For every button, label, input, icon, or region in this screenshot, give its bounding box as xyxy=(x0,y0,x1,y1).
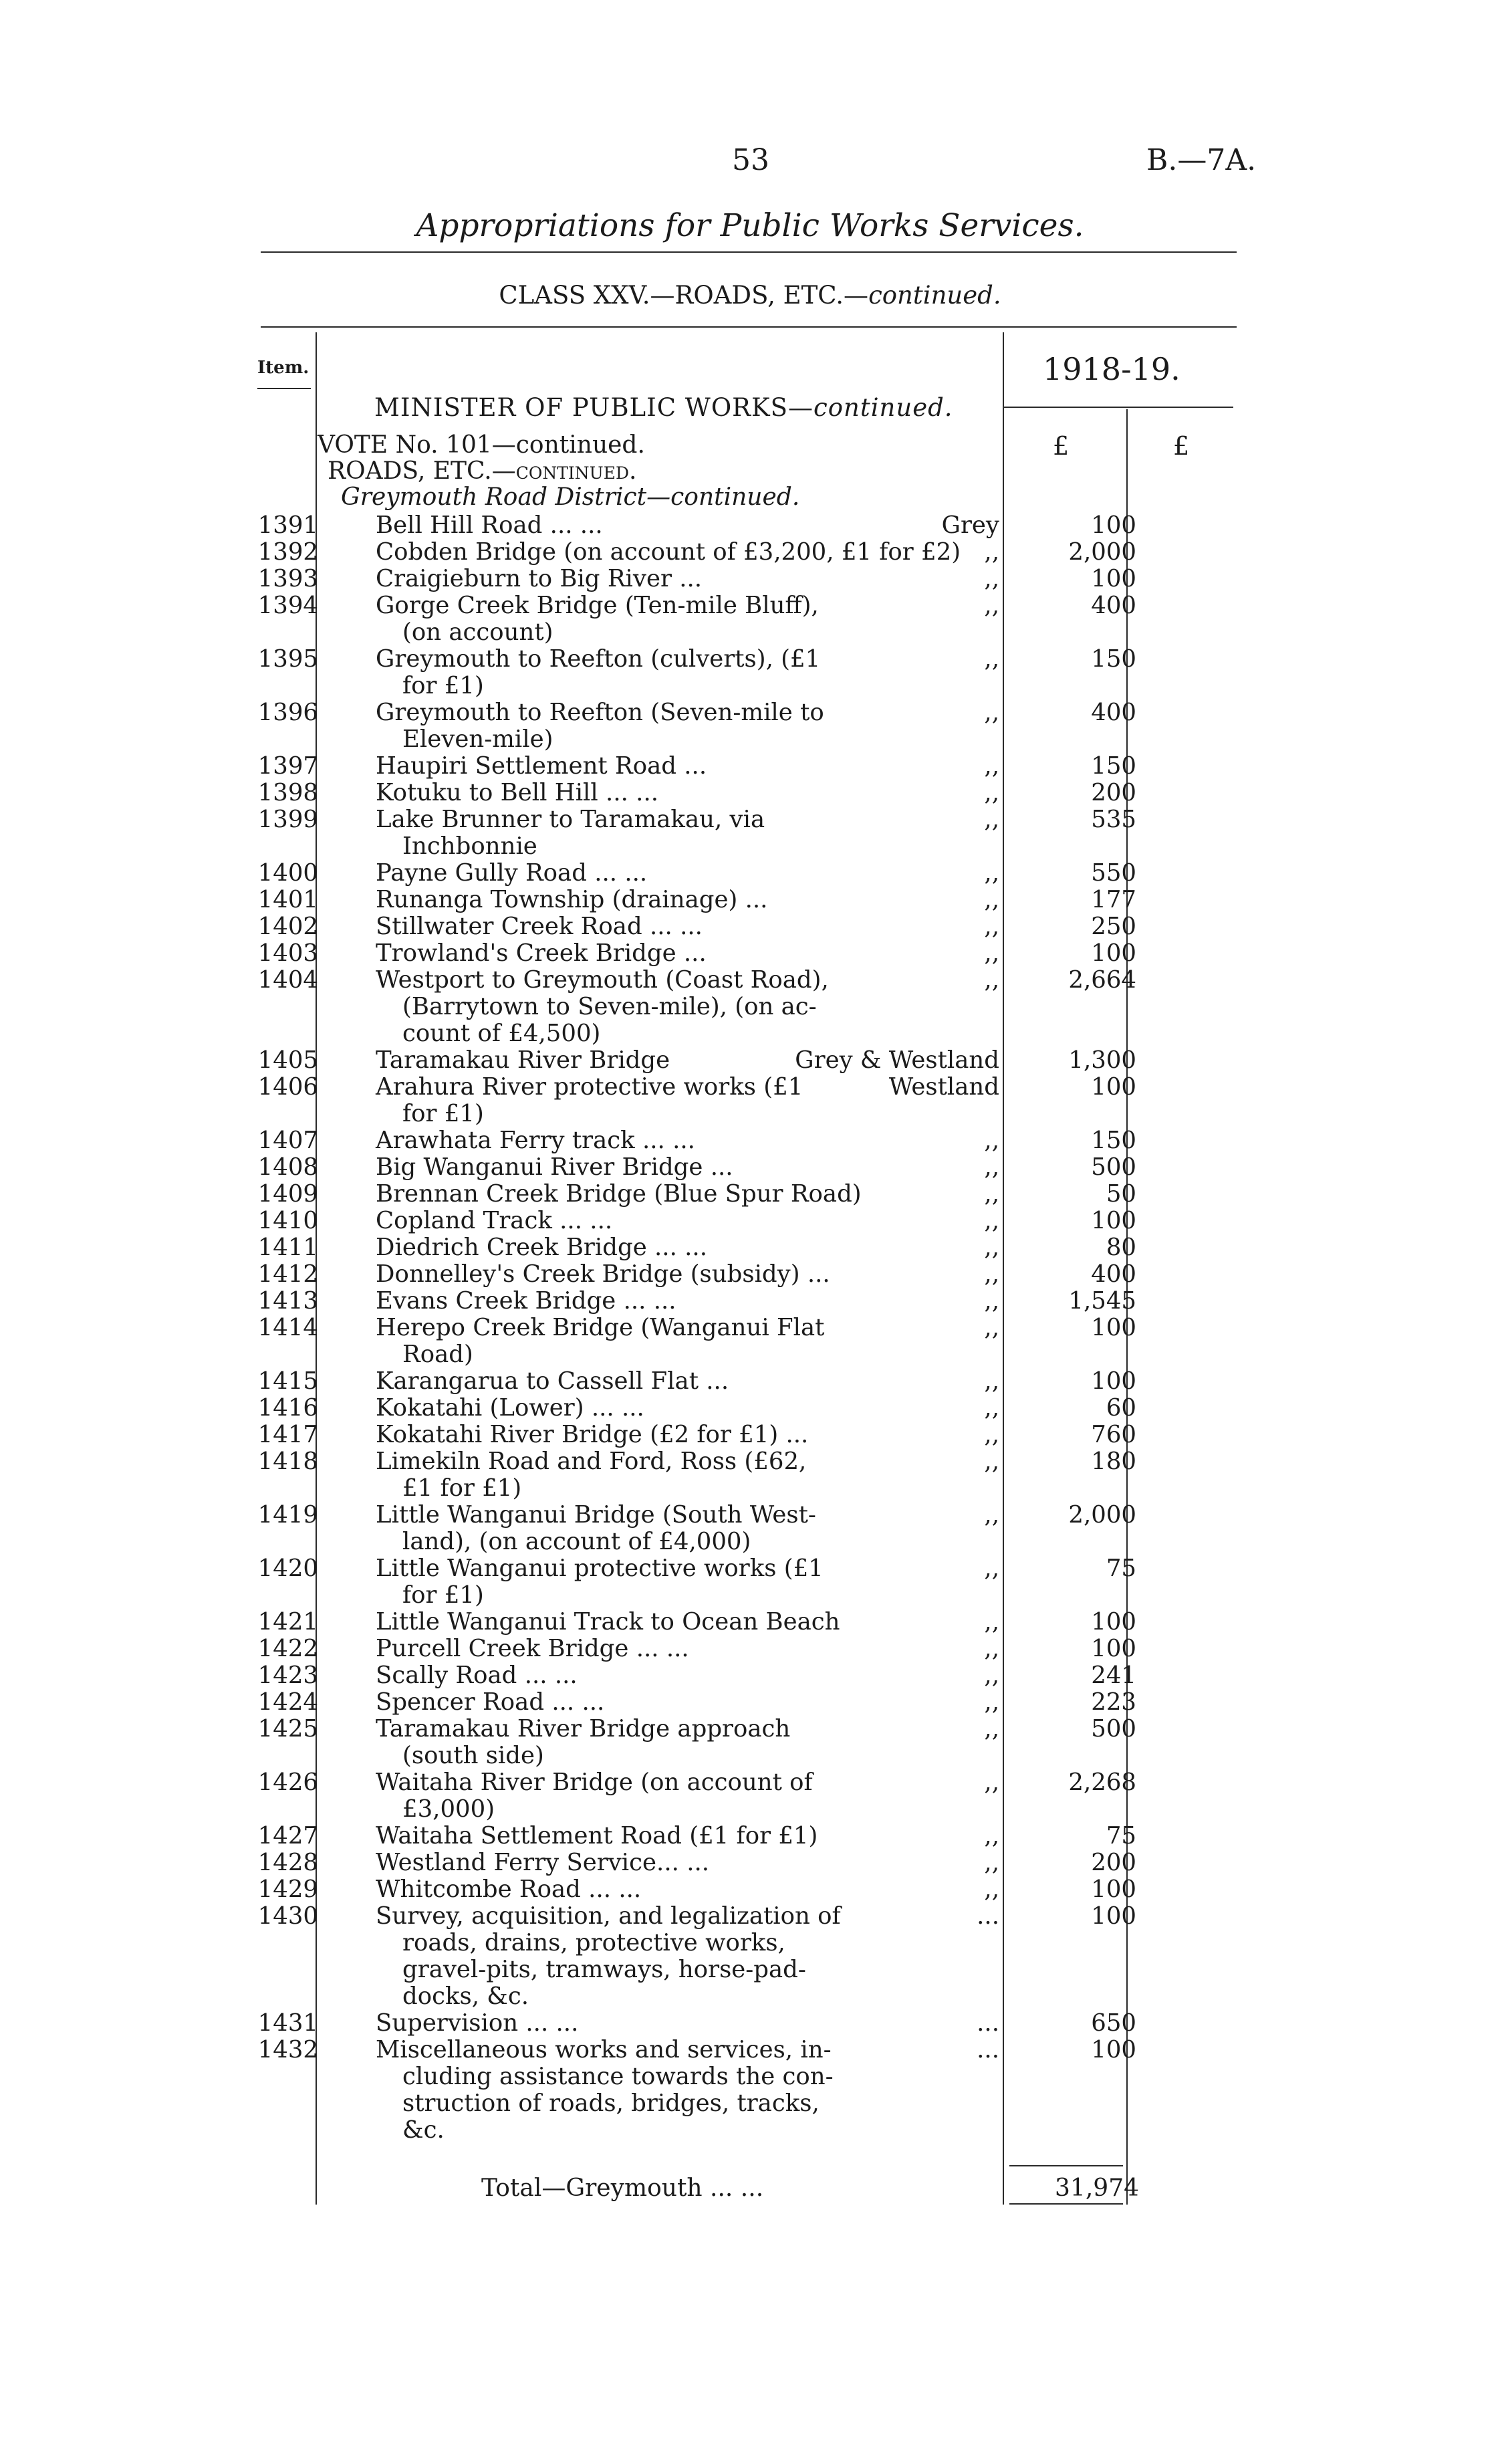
item-description xyxy=(376,887,1057,913)
item-number: 1394 xyxy=(257,592,318,619)
item-description xyxy=(376,1502,1057,1555)
total-label: Total—Greymouth ... ... xyxy=(481,2174,764,2202)
item-number: 1397 xyxy=(257,752,318,780)
item-district: ,, xyxy=(984,1127,999,1154)
item-description-line: Little Wanganui Track to Ocean Beach xyxy=(376,1608,840,1636)
item-description-line: Kotuku to Bell Hill ... ... xyxy=(376,779,659,806)
item-description-continuation: roads, drains, protective works, xyxy=(402,1929,785,1956)
item-description-line: Cobden Bridge (on account of £3,200, £1 for £2) xyxy=(376,538,961,566)
item-amount: 500 xyxy=(1091,1153,1136,1181)
district-heading: Greymouth Road District—continued. xyxy=(341,483,800,511)
item-amount: 100 xyxy=(1091,512,1136,539)
item-description xyxy=(376,592,1057,646)
item-description-line: Scally Road ... ... xyxy=(376,1662,578,1689)
item-description-line: Bell Hill Road ... ... xyxy=(376,512,603,539)
item-description xyxy=(376,940,1057,967)
item-number: 1407 xyxy=(257,1127,318,1154)
item-description-line: Stillwater Creek Road ... ... xyxy=(376,913,703,940)
item-description xyxy=(376,539,1057,566)
item-amount: 2,000 xyxy=(1068,538,1136,566)
item-description-continuation: cluding assistance towards the con- xyxy=(402,2063,834,2090)
item-district: ,, xyxy=(984,565,999,592)
item-amount: 535 xyxy=(1091,806,1136,833)
item-head-rule xyxy=(257,388,311,389)
item-district: ,, xyxy=(984,1715,999,1743)
item-description-continuation: struction of roads, bridges, tracks, xyxy=(402,2090,820,2117)
item-description xyxy=(376,1448,1057,1502)
year-column-header: 1918-19. xyxy=(1043,351,1180,387)
item-number: 1419 xyxy=(257,1501,318,1529)
item-amount: 400 xyxy=(1091,699,1136,726)
item-description-line: Craigieburn to Big River ... xyxy=(376,565,703,592)
item-number: 1408 xyxy=(257,1153,318,1181)
item-number: 1423 xyxy=(257,1662,318,1689)
item-district: ,, xyxy=(984,1314,999,1341)
item-amount: 250 xyxy=(1091,913,1136,940)
item-description-line: Arahura River protective works (£1 xyxy=(376,1073,803,1101)
item-number: 1420 xyxy=(257,1555,318,1582)
item-amount: 80 xyxy=(1106,1234,1136,1261)
item-district: ,, xyxy=(984,886,999,913)
item-district: ... xyxy=(977,2009,999,2037)
item-description-line: Payne Gully Road ... ... xyxy=(376,859,648,887)
item-description-line: Westland Ferry Service... ... xyxy=(376,1849,710,1876)
item-description xyxy=(376,1555,1057,1609)
item-number: 1395 xyxy=(257,645,318,673)
item-description-continuation: (on account) xyxy=(402,619,553,646)
item-amount: 200 xyxy=(1091,1849,1136,1876)
item-number: 1432 xyxy=(257,2036,318,2063)
item-district: ,, xyxy=(984,1555,999,1582)
item-description-line: Karangarua to Cassell Flat ... xyxy=(376,1367,729,1395)
item-description xyxy=(376,1288,1057,1315)
item-amount: 100 xyxy=(1091,939,1136,967)
item-district: ,, xyxy=(984,859,999,887)
item-number: 1411 xyxy=(257,1234,318,1261)
item-description-line: Waitaha Settlement Road (£1 for £1) xyxy=(376,1822,818,1850)
item-description xyxy=(376,1716,1057,1769)
item-amount: 150 xyxy=(1091,1127,1136,1154)
class-heading-suffix: continued. xyxy=(868,281,1001,310)
page-number: 53 xyxy=(732,143,769,177)
currency-symbol-2: £ xyxy=(1173,431,1190,461)
item-description-line: Survey, acquisition, and legalization of xyxy=(376,1902,841,1930)
item-number: 1425 xyxy=(257,1715,318,1743)
item-number: 1391 xyxy=(257,512,318,539)
item-district: Grey xyxy=(941,512,999,539)
item-amount: 100 xyxy=(1091,1635,1136,1662)
item-district: ,, xyxy=(984,913,999,940)
item-description xyxy=(376,1261,1057,1288)
item-amount: 1,545 xyxy=(1068,1287,1136,1315)
item-number: 1403 xyxy=(257,939,318,967)
item-number: 1417 xyxy=(257,1421,318,1448)
item-district: ,, xyxy=(984,1822,999,1850)
item-description xyxy=(376,1823,1057,1850)
item-description xyxy=(376,1689,1057,1716)
item-amount: 2,000 xyxy=(1068,1501,1136,1529)
ministry-heading-text: MINISTER OF PUBLIC WORKS— xyxy=(374,393,814,422)
item-description-continuation: docks, &c. xyxy=(402,1983,529,2010)
item-column-header: Item. xyxy=(257,358,309,378)
item-description-line: Supervision ... ... xyxy=(376,2009,579,2037)
item-number: 1426 xyxy=(257,1769,318,1796)
item-description-line: Diedrich Creek Bridge ... ... xyxy=(376,1234,707,1261)
item-district: ,, xyxy=(984,1448,999,1475)
item-district: ,, xyxy=(984,699,999,726)
item-description xyxy=(376,806,1057,860)
item-description-continuation: (Barrytown to Seven-mile), (on ac- xyxy=(402,993,817,1020)
item-number: 1412 xyxy=(257,1260,318,1288)
item-description xyxy=(376,1234,1057,1261)
item-description-continuation: &c. xyxy=(402,2116,445,2144)
item-district: ,, xyxy=(984,1849,999,1876)
item-description xyxy=(376,2010,1057,2037)
item-amount: 150 xyxy=(1091,752,1136,780)
ministry-heading xyxy=(374,393,953,422)
item-number: 1392 xyxy=(257,538,318,566)
item-number: 1413 xyxy=(257,1287,318,1315)
item-district: Grey & Westland xyxy=(795,1046,999,1074)
currency-symbol-1: £ xyxy=(1053,431,1070,461)
item-description-continuation: for £1) xyxy=(402,1581,484,1609)
item-description-continuation: for £1) xyxy=(402,1100,484,1127)
item-number: 1400 xyxy=(257,859,318,887)
total-rule xyxy=(1009,2165,1123,2166)
item-number: 1431 xyxy=(257,2009,318,2037)
item-number: 1406 xyxy=(257,1073,318,1101)
item-description xyxy=(376,753,1057,780)
total-bottom-rule xyxy=(1009,2203,1123,2205)
item-description-line: Greymouth to Reefton (culverts), (£1 xyxy=(376,645,821,673)
item-description-line: Herepo Creek Bridge (Wanganui Flat xyxy=(376,1314,825,1341)
item-description xyxy=(376,1395,1057,1422)
item-description-line: Taramakau River Bridge xyxy=(376,1046,670,1074)
item-description-line: Gorge Creek Bridge (Ten-mile Bluff), xyxy=(376,592,819,619)
item-description-line: Runanga Township (drainage) ... xyxy=(376,886,768,913)
item-description xyxy=(376,1662,1057,1689)
item-description xyxy=(376,1636,1057,1662)
item-number: 1424 xyxy=(257,1688,318,1716)
item-description xyxy=(376,1422,1057,1448)
item-description-line: Little Wanganui Bridge (South West- xyxy=(376,1501,816,1529)
item-description-line: Miscellaneous works and services, in- xyxy=(376,2036,832,2063)
item-description-continuation: (south side) xyxy=(402,1742,544,1769)
item-district: ,, xyxy=(984,1207,999,1234)
item-amount: 2,268 xyxy=(1068,1769,1136,1796)
item-description-continuation: land), (on account of £4,000) xyxy=(402,1528,751,1555)
item-number: 1396 xyxy=(257,699,318,726)
item-description-continuation: Eleven-mile) xyxy=(402,725,553,753)
page-title: Appropriations for Public Works Services. xyxy=(416,207,1084,244)
item-amount: 500 xyxy=(1091,1715,1136,1743)
item-district: ,, xyxy=(984,806,999,833)
item-description xyxy=(376,1769,1057,1823)
item-amount: 223 xyxy=(1091,1688,1136,1716)
item-number: 1410 xyxy=(257,1207,318,1234)
item-district: ,, xyxy=(984,1260,999,1288)
item-district: Westland xyxy=(888,1073,999,1101)
item-amount: 100 xyxy=(1091,1902,1136,1930)
vote-heading: VOTE No. 101—continued. xyxy=(318,431,645,459)
item-district: ,, xyxy=(984,1501,999,1529)
item-description-line: Spencer Road ... ... xyxy=(376,1688,605,1716)
item-number: 1398 xyxy=(257,779,318,806)
item-description-line: Brennan Creek Bridge (Blue Spur Road) xyxy=(376,1180,862,1208)
item-description xyxy=(376,1315,1057,1368)
item-description-line: Arawhata Ferry track ... ... xyxy=(376,1127,695,1154)
item-description-line: Purcell Creek Bridge ... ... xyxy=(376,1635,689,1662)
item-amount: 100 xyxy=(1091,1367,1136,1395)
item-description xyxy=(376,1609,1057,1636)
item-district: ,, xyxy=(984,1876,999,1903)
item-amount: 550 xyxy=(1091,859,1136,887)
item-description-line: Lake Brunner to Taramakau, via xyxy=(376,806,765,833)
item-amount: 75 xyxy=(1106,1555,1136,1582)
item-description-line: Copland Track ... ... xyxy=(376,1207,613,1234)
item-amount: 100 xyxy=(1091,1314,1136,1341)
class-heading xyxy=(0,281,1500,310)
item-description-continuation: Road) xyxy=(402,1341,473,1368)
item-number: 1404 xyxy=(257,966,318,994)
item-description xyxy=(376,646,1057,699)
item-description-continuation: gravel-pits, tramways, horse-pad- xyxy=(402,1956,806,1983)
item-description xyxy=(376,1850,1057,1876)
item-amount: 100 xyxy=(1091,1207,1136,1234)
item-district: ,, xyxy=(984,592,999,619)
item-description xyxy=(376,1181,1057,1208)
table-top-rule xyxy=(261,326,1237,328)
item-description xyxy=(376,1127,1057,1154)
item-description-continuation: for £1) xyxy=(402,672,484,699)
item-district: ,, xyxy=(984,1153,999,1181)
item-number: 1418 xyxy=(257,1448,318,1475)
item-number: 1414 xyxy=(257,1314,318,1341)
item-amount: 100 xyxy=(1091,1608,1136,1636)
item-description xyxy=(376,860,1057,887)
item-description xyxy=(376,1368,1057,1395)
total-amount: 31,974 xyxy=(1055,2174,1139,2202)
item-description xyxy=(376,780,1057,806)
item-amount: 400 xyxy=(1091,592,1136,619)
item-number: 1402 xyxy=(257,913,318,940)
item-number: 1416 xyxy=(257,1394,318,1422)
item-amount: 1,300 xyxy=(1068,1046,1136,1074)
document-reference: B.—7A. xyxy=(1146,143,1257,177)
item-description xyxy=(376,967,1057,1047)
item-amount: 100 xyxy=(1091,1073,1136,1101)
item-number: 1401 xyxy=(257,886,318,913)
item-amount: 180 xyxy=(1091,1448,1136,1475)
item-description-continuation: Inchbonnie xyxy=(402,832,537,860)
item-amount: 150 xyxy=(1091,645,1136,673)
item-description xyxy=(376,913,1057,940)
item-description-continuation: £3,000) xyxy=(402,1795,495,1823)
item-description-continuation: count of £4,500) xyxy=(402,1020,601,1047)
item-description-continuation: £1 for £1) xyxy=(402,1474,522,1502)
item-description-line: Taramakau River Bridge approach xyxy=(376,1715,791,1743)
item-amount: 241 xyxy=(1091,1662,1136,1689)
item-number: 1399 xyxy=(257,806,318,833)
item-description-line: Westport to Greymouth (Coast Road), xyxy=(376,966,829,994)
item-description xyxy=(376,1903,1057,2010)
item-description-line: Haupiri Settlement Road ... xyxy=(376,752,707,780)
item-district: ,, xyxy=(984,779,999,806)
item-district: ,, xyxy=(984,1287,999,1315)
item-amount: 650 xyxy=(1091,2009,1136,2037)
item-number: 1393 xyxy=(257,565,318,592)
item-description-line: Little Wanganui protective works (£1 xyxy=(376,1555,824,1582)
item-district: ... xyxy=(977,1902,999,1930)
item-number: 1409 xyxy=(257,1180,318,1208)
class-heading-text: CLASS XXV.—ROADS, ETC.— xyxy=(499,281,869,310)
item-district: ,, xyxy=(984,1635,999,1662)
item-description-line: Kokatahi River Bridge (£2 for £1) ... xyxy=(376,1421,809,1448)
item-district: ,, xyxy=(984,645,999,673)
year-head-rule xyxy=(1003,407,1233,408)
item-district: ,, xyxy=(984,1180,999,1208)
item-amount: 400 xyxy=(1091,1260,1136,1288)
item-district: ,, xyxy=(984,1394,999,1422)
item-number: 1429 xyxy=(257,1876,318,1903)
title-rule xyxy=(261,251,1237,253)
item-number: 1428 xyxy=(257,1849,318,1876)
item-number: 1422 xyxy=(257,1635,318,1662)
item-description-line: Limekiln Road and Ford, Ross (£62, xyxy=(376,1448,807,1475)
item-description-line: Donnelley's Creek Bridge (subsidy) ... xyxy=(376,1260,830,1288)
item-amount: 50 xyxy=(1106,1180,1136,1208)
item-amount: 75 xyxy=(1106,1822,1136,1850)
item-amount: 200 xyxy=(1091,779,1136,806)
ministry-heading-suffix: continued. xyxy=(814,393,953,422)
item-number: 1405 xyxy=(257,1046,318,1074)
item-district: ,, xyxy=(984,1688,999,1716)
item-amount: 60 xyxy=(1106,1394,1136,1422)
item-description-line: Big Wanganui River Bridge ... xyxy=(376,1153,733,1181)
item-description-line: Evans Creek Bridge ... ... xyxy=(376,1287,676,1315)
item-amount: 177 xyxy=(1091,886,1136,913)
item-description xyxy=(376,699,1057,753)
item-number: 1427 xyxy=(257,1822,318,1850)
item-district: ,, xyxy=(984,1662,999,1689)
item-amount: 2,664 xyxy=(1068,966,1136,994)
item-district: ,, xyxy=(984,939,999,967)
item-description-line: Trowland's Creek Bridge ... xyxy=(376,939,707,967)
item-number: 1415 xyxy=(257,1367,318,1395)
item-number: 1421 xyxy=(257,1608,318,1636)
item-district: ,, xyxy=(984,1421,999,1448)
item-district: ,, xyxy=(984,966,999,994)
item-description xyxy=(376,566,1057,592)
item-amount: 100 xyxy=(1091,2036,1136,2063)
item-description xyxy=(376,1876,1057,1903)
item-district: ,, xyxy=(984,1367,999,1395)
item-number: 1430 xyxy=(257,1902,318,1930)
item-amount: 760 xyxy=(1091,1421,1136,1448)
item-description-line: Greymouth to Reefton (Seven-mile to xyxy=(376,699,824,726)
item-amount: 100 xyxy=(1091,565,1136,592)
item-district: ,, xyxy=(984,1608,999,1636)
item-district: ,, xyxy=(984,1769,999,1796)
item-district: ,, xyxy=(984,1234,999,1261)
item-description xyxy=(376,1208,1057,1234)
item-district: ,, xyxy=(984,538,999,566)
item-description xyxy=(376,1154,1057,1181)
item-district: ,, xyxy=(984,752,999,780)
item-description-line: Waitaha River Bridge (on account of xyxy=(376,1769,813,1796)
item-district: ... xyxy=(977,2036,999,2063)
item-description-line: Kokatahi (Lower) ... ... xyxy=(376,1394,644,1422)
item-description xyxy=(376,2037,1057,2144)
item-description-line: Whitcombe Road ... ... xyxy=(376,1876,642,1903)
section-heading: ROADS, ETC.—continued. xyxy=(328,457,637,485)
item-amount: 100 xyxy=(1091,1876,1136,1903)
